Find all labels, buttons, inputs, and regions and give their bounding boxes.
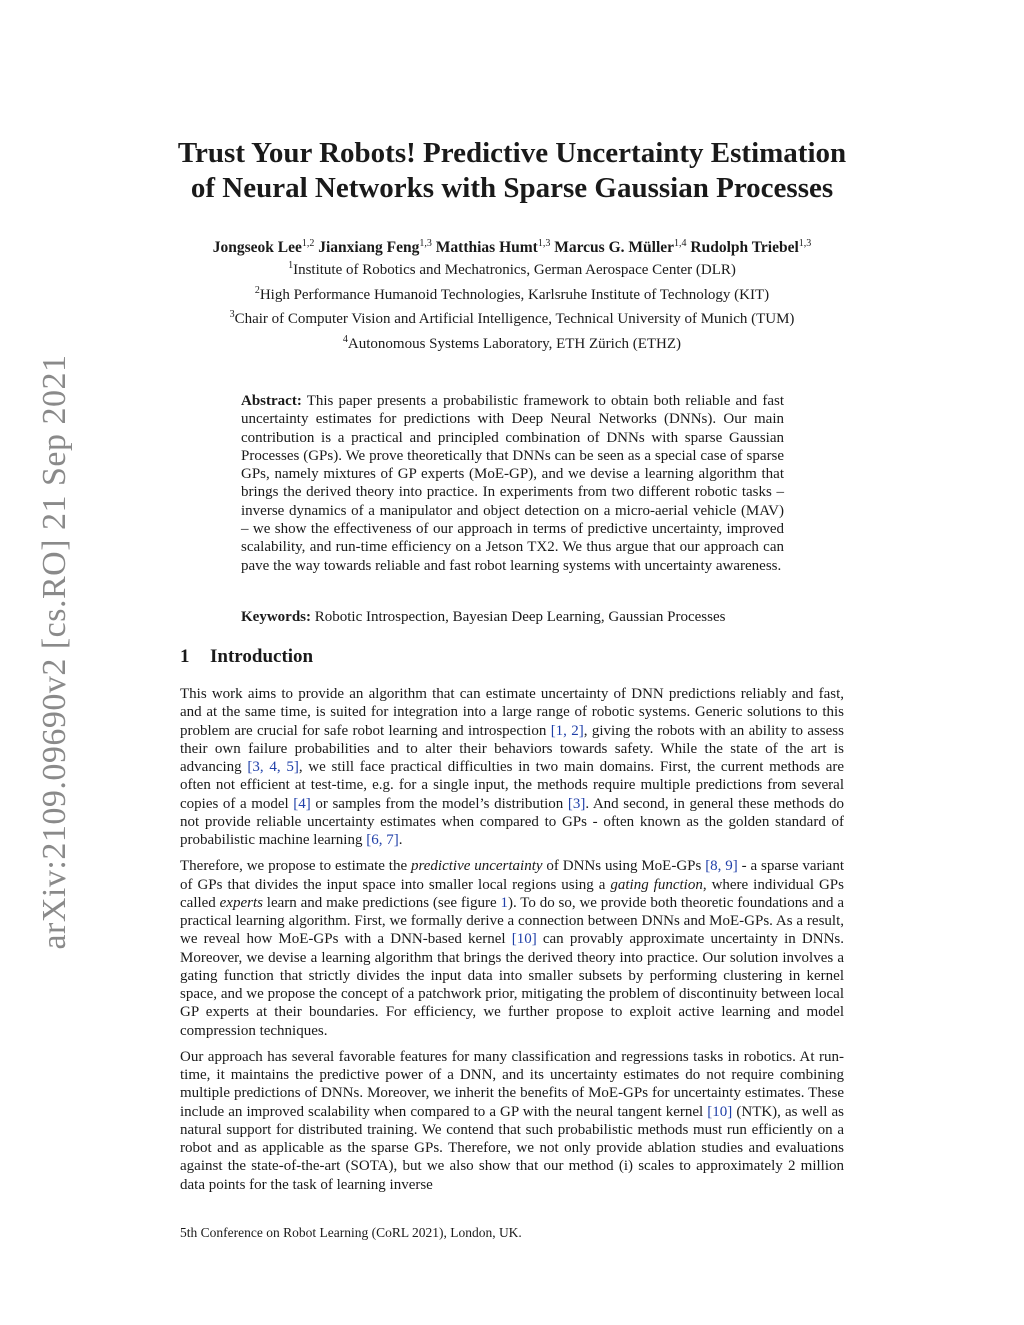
title-line-1: Trust Your Robots! Predictive Uncertainty Estimation bbox=[177, 137, 847, 169]
author-list bbox=[150, 234, 874, 258]
affiliation: $^1$Institute of Robotics and Mechatronics, German Aerospace Center (DLR) bbox=[288, 260, 736, 278]
citation-link[interactable]: [4] bbox=[293, 795, 311, 812]
citation-link[interactable]: [10] bbox=[707, 1103, 733, 1120]
paragraph: Therefore, we propose to estimate the predictive uncertainty of DNNs using MoE-GPs [8, 9] - a sparse variant of GPs that divides the input space into smaller local regions using a gating function, where individual GPs called experts learn and make predictions (see figure 1). To do so, we provide both theoretic foundations and a practical learning algorithm. First, we formally derive a connection between DNNs and MoE-GPs. As a result, we reveal how MoE-GPs with a DNN-based kernel [10] can provably approximate uncertainty in DNNs. Moreover, we devise a learning algorithm that brings the derived theory into practice. Our solution involves a gating function that strictly divides the input data into smaller subsets by performing clustering in kernel space, and we propose the concept of a patchwork prior, mitigating the problem of discontinuity between local GP experts at their boundaries. For efficiency, we further propose to exploit active learning and model compression techniques. bbox=[180, 858, 845, 1039]
citation-link[interactable]: [8, 9] bbox=[705, 858, 738, 875]
citation-link[interactable]: [3] bbox=[567, 795, 586, 812]
abstract bbox=[241, 392, 784, 575]
author: Matthias Humt$^{1,3}$ bbox=[435, 238, 551, 257]
citation-link[interactable]: [1, 2] bbox=[550, 722, 584, 739]
section-heading-introduction bbox=[180, 645, 313, 669]
affiliation: $^4$Autonomous Systems Laboratory, ETH Zürich (ETHZ) bbox=[342, 333, 682, 352]
abstract-label: Abstract: bbox=[241, 393, 302, 409]
author: Jianxiang Feng$^{1,3}$ bbox=[318, 238, 432, 257]
citation-link[interactable]: [10] bbox=[511, 931, 537, 948]
author: Jongseok Lee$^{1,2}$ bbox=[212, 238, 315, 257]
affiliation: $^2$High Performance Humanoid Technologies, Karlsruhe Institute of Technology (KIT) bbox=[254, 284, 770, 303]
author: Marcus G. Müller$^{1,4}$ bbox=[554, 238, 687, 257]
title-line-2: of Neural Networks with Sparse Gaussian Processes bbox=[190, 172, 834, 204]
citation-link[interactable]: [6, 7] bbox=[366, 832, 399, 848]
keywords bbox=[241, 608, 801, 627]
paragraph: Our approach has several favorable features for many classification and regressions tasks in robotics. At run-time, it maintains the predictive power of a DNN, and its uncertainty estimates do not require combining multiple predictions of DNNs. Moreover, we inherit the benefits of MoE-GPs for uncertainty estimates. These include an improved scalability when compared to a GP with the neural tangent kernel [10] (NTK), as well as natural support for distributed training. We contend that such probabilistic methods must run efficiently on a robot and as applicable as the sparse GPs. Therefore, we not only provide ablation studies and evaluations against the state-of-the-art (SOTA), but we also show that our method (i) scales to approximately 2 million data points for the task of learning inverse bbox=[180, 1048, 844, 1193]
paper-title bbox=[150, 136, 874, 206]
section-number: 1 bbox=[180, 646, 190, 667]
conference-footer: 5th Conference on Robot Learning (CoRL 2021), London, UK. bbox=[180, 1225, 522, 1240]
keywords-label: Keywords: bbox=[241, 609, 311, 625]
affiliation: $^3$Chair of Computer Vision and Artificial Intelligence, Technical University of Munich (TUM) bbox=[229, 309, 795, 327]
citation-link[interactable]: [3, 4, 5] bbox=[247, 759, 299, 775]
paragraph: This work aims to provide an algorithm that can estimate uncertainty of DNN predictions reliably and fast, and at the same time, is suited for integration into a large range of robotic systems. Generic solutions to this problem are crucial for safe robot learning and introspection [1, 2], giving the robots with an ability to assess their own failure probabilities and to alter their behaviors towards safety. While the state of the art is advancing [3, 4, 5], we still face practical difficulties in two main domains. First, the current methods are often not efficient at test-time, e.g. for a single input, the methods require multiple predictions from several copies of a model [4] or samples from the model’s distribution [3]. And second, in general these methods do not provide reliable uncertainty estimates when compared to GPs - often known as the golden standard of probabilistic machine learning [6, 7]. bbox=[180, 686, 844, 848]
figure-link[interactable]: 1 bbox=[500, 894, 508, 911]
arxiv-identifier[interactable]: arXiv:2109.09690v2 [cs.RO] 21 Sep 2021 bbox=[36, 354, 73, 950]
keywords-text: Robotic Introspection, Bayesian Deep Learning, Gaussian Processes bbox=[314, 609, 726, 625]
section-title: Introduction bbox=[210, 646, 314, 667]
author: Rudolph Triebel$^{1,3}$ bbox=[690, 238, 812, 257]
abstract-text: This paper presents a probabilistic framework to obtain both reliable and fast uncertainty estimates for predictions with Deep Neural Networks (DNNs). Our main contribution is a practical and principled combination of DNNs with sparse Gaussian Processes (GPs). We prove theoretically that DNNs can be seen as a special case of sparse GPs, namely mixtures of GP experts (MoE-GP), and we devise a learning algorithm that brings the derived theory into practice. In experiments from two different robotic tasks – inverse dynamics of a manipulator and object detection on a micro-aerial vehicle (MAV) – we show the effectiveness of our approach in terms of predictive uncertainty, improved scalability, and run-time efficiency on a Jetson TX2. We thus argue that our approach can pave the way towards reliable and fast robot learning systems with uncertainty awareness. bbox=[241, 393, 784, 574]
introduction-body bbox=[180, 685, 844, 1202]
affiliation-list bbox=[150, 256, 874, 354]
